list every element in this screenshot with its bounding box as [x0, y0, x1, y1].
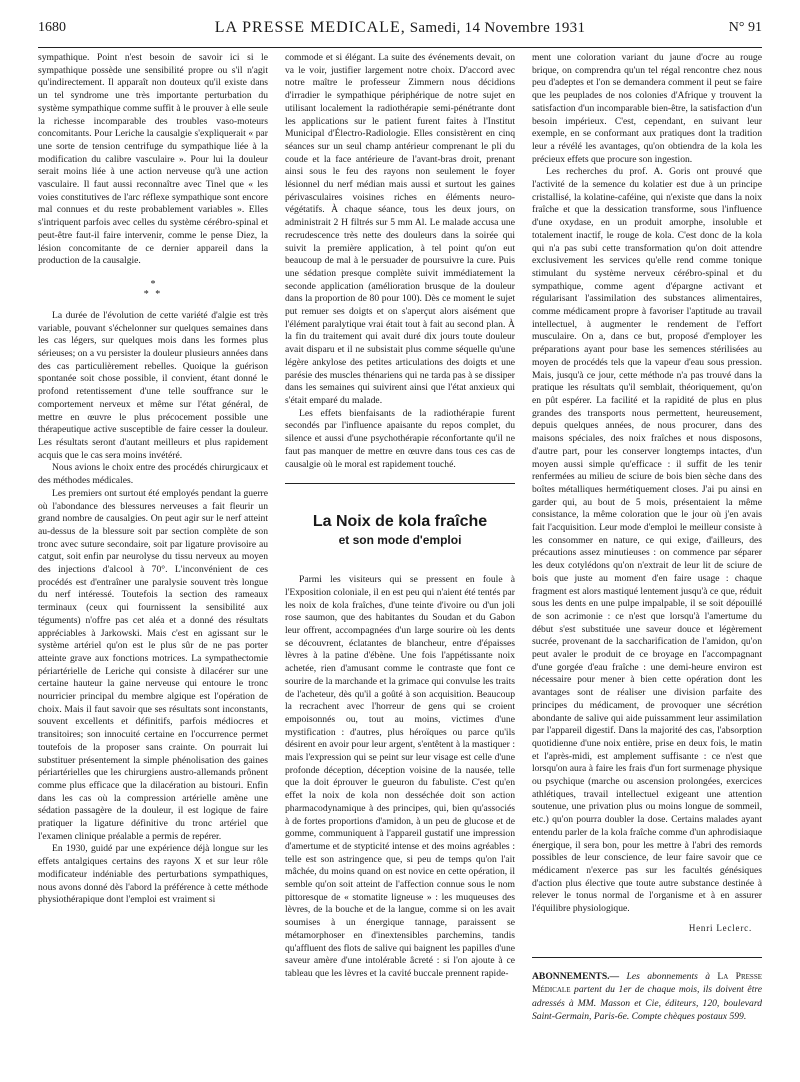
- text-columns: [38, 52, 762, 1072]
- notice-paper-name: La Presse Médicale: [532, 970, 762, 996]
- article-subtitle: et son mode d'emploi: [338, 533, 462, 548]
- separator-stars: * *: [143, 288, 163, 300]
- paragraph: Les effets bienfaisants de la radiothérapie furent secondés par l'influence apaisante du repos complet, du silence et aussi d'une psychothérapie réconfortante qu'il ne faut pas manquer de mettre en œuvre dans tous ces cas de causalgie où le moral est rapidement touché.: [285, 407, 515, 470]
- paragraph: sympathique. Point n'est besoin de savoir ici si le sympathique possède une sensibilité propre ou s'il n'agit qu'indirectement. Il apparaît non douteux qu'il existe dans un tel syndrome une très importante perturbation du système sympathique comme suffit à le prouver à elle seule la richesse incomparable des troubles vaso-moteurs concomitants. Pour Leriche la causalgie s'expliquerait « par une sorte de tension centrifuge du sympathique liée à la modification du calibre vasculaire ». Pour lui la douleur serait moins liée à une action nerveuse qu'à une action vasculaire. Il faut aussi reconnaître avec Tinel que « les voies constitutives de l'arc réflexe sympathique sont encore mal connues et du reste probablement variables ». Elles s'intriquent parfois avec celles du système cérébro-spinal et peut-être faut-il faire intervenir, comme le pense Diez, la lésion concomitante de ce dernier appareil dans la production de la causalgie.: [38, 52, 268, 267]
- header-rule: [38, 47, 762, 48]
- issue-number: N° 91: [728, 20, 762, 35]
- column-2: [285, 52, 515, 1072]
- article-title: La Noix de kola fraîche: [312, 513, 488, 531]
- paragraph: ment une coloration variant du jaune d'ocre au rouge brique, on comprendra qu'un tel régal rencontre chez nous peu d'adeptes et l'on se demandera comment il peut se faire que les peuplades de nos colonies d'Afrique y trouvent la satisfaction d'un incomparable bien-être, la satisfaction d'un besoin impérieux. C'est, cependant, en suivant leur exemple, en se conformant aux pratiques dont la tradition leur a révélé les avantages, qu'on obtiendra de la kola les précieux effets que procure son ingestion.: [532, 52, 762, 165]
- notice-rest: partent du 1er de chaque mois, ils doivent être adressés à MM. Masson et Cie, éditeurs, 120, boulevard Saint-Germain, Paris-6e. Compte chèques postaux 599.: [532, 984, 762, 1023]
- masthead: [215, 19, 586, 37]
- masthead-date: Samedi, 14 Novembre 1931: [409, 20, 586, 36]
- subscription-notice: [532, 970, 762, 1024]
- paragraph: commode et si élégant. La suite des événements devait, on va le voir, justifier largement notre choix. D'accord avec notre maître le professeur Zimmern nous décidions d'irradier le sympathique périphérique de notre sujet en utilisant localement la radiothérapie semi-pénétrante dont les applications sur le patient furent faites à l'Institut Municipal d'Électro-Radiologie. Elles consistèrent en cinq séances sur un seul champ antérieur comprenant le pli du coude et la face antérieure de l'avant-bras droit, prenant ainsi sous le feu des rayons non seulement le foyer lésionnel du nerf médian mais aussi et surtout les gaines périvasculaires voisines riches en éléments neuro-végétatifs. À chaque séance, tous les deux jours, on administrait 2 H filtrés sur 5 mm Al. Le malade accusa une recrudescence très nette des douleurs dans la soirée qui suivit la première application, à tel point qu'on eut beaucoup de mal à le persuader de poursuivre la cure. Puis une sédation presque complète suivit immédiatement la seconde application (amélioration brusque de la douleur dans la proportion de 80 pour 100). Dès ce moment le sujet put remuer ses doigts et on s'aperçut alors aisément que l'élément paralytique vrai était tout à fait au second plan. À la fin du traitement qui avait duré dix jours toute douleur avait disparu et il ne subsistait plus comme séquelle qu'une légère ankylose des petites articulations des doigts et une parésie des muscles thénariens qui ne tarda pas à se dissiper dans les semaines qui suivirent ainsi que l'état anxieux qui s'était emparé du malade.: [285, 52, 515, 406]
- paragraph: Parmi les visiteurs qui se pressent en foule à l'Exposition coloniale, il en est peu qui n'aient été tentés par les noix de kola fraîches, d'une teinte d'ivoire ou d'un joli rose saumon, que des habitantes du Soudan et du Gabon leur offrent, accompagnées d'un large sourire où les dents se découvrent, éclatantes de blancheur, entre d'épaisses lèvres à la patine d'ébène. Une fois l'appétissante noix achetée, rien d'amusant comme le contraste que font ce sourire de la marchande et la grimace qui convulse les traits de l'acheteur, dès qu'il a goûté à son acquisition. Beaucoup la recrachent avec l'horreur de gens qui se croient empoisonnés ou, tout au moins, victimes d'une mystification : d'autres, plus héroïques ou parce qu'ils désirent en avoir pour leur argent, s'entêtent à la mastiquer : mais l'expression qui se peint sur leur visage est celle d'une profonde déception, déception voisine de la nausée, telle que la doit éprouver le gueuron du fabuliste. C'est qu'en effet la noix de kola non desséchée doit son action pharmacodynamique à des principes, qui, bien qu'associés à de fortes proportions d'amidon, à un peu de glucose et de gomme, communiquent à l'appareil gustatif une impression d'amertume et de stypticité intense et des moins agréables : telle est son astringence que, si peu de temps qu'on l'ait mâchée, du moins quand on est novice en cette opération, il semble qu'on soit atteint de l'affection connue sous le nom pittoresque de « stomatite ligneuse » : les muqueuses des lèvres, de la bouche et de la langue, comme si on les avait soumises à un énergique tannage, paraissent se métamorphoser en d'inextensibles parchemins, tandis qu'affluent des flots de salive qui baignent les papilles d'une saveur amère d'une intolérable âcreté : si l'on ajoute à ce tableau que les lèvres et la cavité buccale prennent rapide-: [285, 574, 515, 979]
- article-kola: [285, 483, 515, 981]
- paragraph: Les premiers ont surtout été employés pendant la guerre où l'abondance des blessures nerveuses a fait fleurir un grand nombre de causalgies. On peut agir sur le nerf atteint au-dessus de la blessure soit par section complète de son tronc avec suture secondaire, soit par ligature provisoire au catgut, soit enfin par neurolyse du tissu nerveux au moyen des injections d'alcool à 70°. L'inconvénient de ces procédés est d'entraîner une paralysie souvent très longue du nerf intéressé. Toutefois la section des rameaux terminaux (ceux qui fournissent la sensibilité aux téguments) n'offre pas cet aléa et a donné des résultats appréciables à Jarkowski. Mais c'est en agissant sur le système artériel qu'on est le plus sûr de ne pas porter atteinte grave aux fonctions motrices. La sympathectomie périartérielle de Leriche qui consiste à dilacérer sur une certaine hauteur la gaine nerveuse qui entoure le tronc nourricier principal du membre algique est l'opération de choix. Mais il faut savoir que ses résultats sont inconstants, souvent excellents et définitifs, parfois médiocres et transitoires; son innocuité certaine en l'occurrence permet toutefois de la proposer sans crainte. On pourrait lui substituer présentement la simple phénolisation des gaines périartérielles que les chirurgiens austro-allemands prônent comme plus efficace que la dilacération au bistouri. Enfin dans les cas où la compression artérielle amène une sédation passagère de la douleur, il est logique de faire pratiquer la ligature définitive du tronc artériel que l'examen clinique préalable a permis de repérer.: [38, 487, 268, 842]
- author-signature: Henri Leclerc.: [688, 922, 752, 933]
- paragraph: Nous avions le choix entre des procédés chirurgicaux et des méthodes médicales.: [38, 462, 268, 487]
- notice-lead: ABONNEMENTS.—: [532, 970, 620, 982]
- notice-text: Les abonnements à: [619, 970, 718, 982]
- section-separator: [38, 280, 268, 300]
- paragraph: En 1930, guidé par une expérience déjà longue sur les effets antalgiques certains des rayons X et sur leur rôle modificateur indéniable des perturbations sympathiques, nous avons donné dès l'abord la préférence à cette méthode physiothérapique dont l'emploi est vraiment si: [38, 843, 268, 906]
- separator-star: *: [150, 278, 156, 290]
- paragraph: La durée de l'évolution de cette variété d'algie est très variable, pouvant s'échelonner sur quelques semaines dans les cas légers, sur quelques mois dans les formes plus sérieuses; on a vu persister la douleur plusieurs années dans des cas particulièrement rebelles. Quoique la guérison spontanée soit chose possible, il convient, étant donné le profond retentissement d'une telle souffrance sur le comportement nerveux et même sur l'état général, de mettre en œuvre le plus précocement possible une thérapeutique active susceptible de faire cesser la douleur. Les résultats seront d'autant meilleurs et plus rapidement acquis que le cas sera moins invétéré.: [38, 309, 268, 461]
- masthead-title: LA PRESSE MEDICALE,: [214, 19, 406, 36]
- column-3: [532, 52, 762, 1072]
- notice-divider: [532, 957, 762, 958]
- paragraph: Les recherches du prof. A. Goris ont prouvé que l'activité de la semence du kolatier est due à un principe cristallisé, la kolatine-caféine, qui n'existe que dans la noix fraîche et que la dessication transforme, sous l'influence d'une oxydase, en un produit amorphe, insoluble et totalement inactif, le rouge de kola. C'est donc de la kola qui n'a pas subi cette transformation qu'on doit attendre exclusivement les services qu'elle rend comme tonique stimulant du système nerveux cérébro-spinal et du sympathique, comme agent d'épargne activant et régularisant l'assimilation des substances alimentaires, comme médicament propre à favoriser l'aptitude au travail intellectuel, à augmenter le rendement de l'effort musculaire. On a, dans ce but, proposé d'employer les préparations ayant pour base les semences stérilisées au moyen de procédés tels que la vapeur d'eau sous pression. Mais, jusqu'à ce jour, cette méthode n'a pas trouvé dans la pratique les résultats qu'il semblait, théoriquement, qu'on en pût espérer. La facilité et la rapidité de plus en plus grandes des transports nous permettent, heureusement, depuis quelques années, de nous procurer, dans des maisons spéciales, des noix fraîches et nous disposons, d'autre part, pour les conserver longtemps intactes, d'un moyen aussi simple qu'efficace : il suffit de les tenir renfermées au milieu de sciure de bois bien sèche dans des boîtes métalliques hermétiquement closes. J'ai pu ainsi en garder qui, au bout de 5 mois, présentaient la même consistance, la même coloration que le jour où j'en avais fait l'acquisition. Leur mode d'emploi le meilleur consiste à les consommer en nature, ce qui exige, d'ailleurs, des précautions assez minutieuses : on commence par séparer les deux cotylédons qu'on n'extrait de leur lit de sciure de bois que juste au moment d'en faire usage : chaque fragment est alors mastiqué lentement jusqu'à ce que, réduit sous les dents en une pulpe impalpable, il se soit dépouillé de son acrimonie : ce n'est que lorsqu'à l'amertume du début s'est substituée une saveur douce et légèrement sucrée, provenant de la saccharification de l'amidon, qu'on peut avaler le produit de ce broyage en l'accompagnant d'une gorgée d'eau fraîche : une demi-heure environ est nécessaire pour mener à bien cette opération dont les avantages sont de réaliser une division parfaite des principes du médicament, de provoquer une sécrétion abondante de salive qui aide puissamment leur assimilation par l'appareil digestif. Dans la majorité des cas, l'absorption quotidienne d'une noix entière, prise en deux fois, le matin et l'après-midi, est amplement suffisante : ce n'est que lorsqu'on aura à faire les frais d'un fort surmenage physique ou psychique (marche ou ascension prolongées, exercices athlétiques, travail intellectuel exigeant une attention soutenue, une privation plus ou moins longue de sommeil, etc.) qu'on pourra doubler la dose. Certains malades ayant entendu parler de la kola fraîche comme d'un aphrodisiaque énergique, il sera bon, pour les mettre à l'abri des remords possibles de leur conscience, de leur faire savoir que ce médicament n'exerce pas sur les facultés génésiques d'action plus élective que toute autre substance destinée à relever le tonus normal de l'organisme et à en assurer l'équilibre physiologique.: [532, 166, 762, 915]
- page-header: [38, 8, 762, 48]
- page-number: 1680: [38, 20, 66, 35]
- column-1: [38, 52, 268, 1072]
